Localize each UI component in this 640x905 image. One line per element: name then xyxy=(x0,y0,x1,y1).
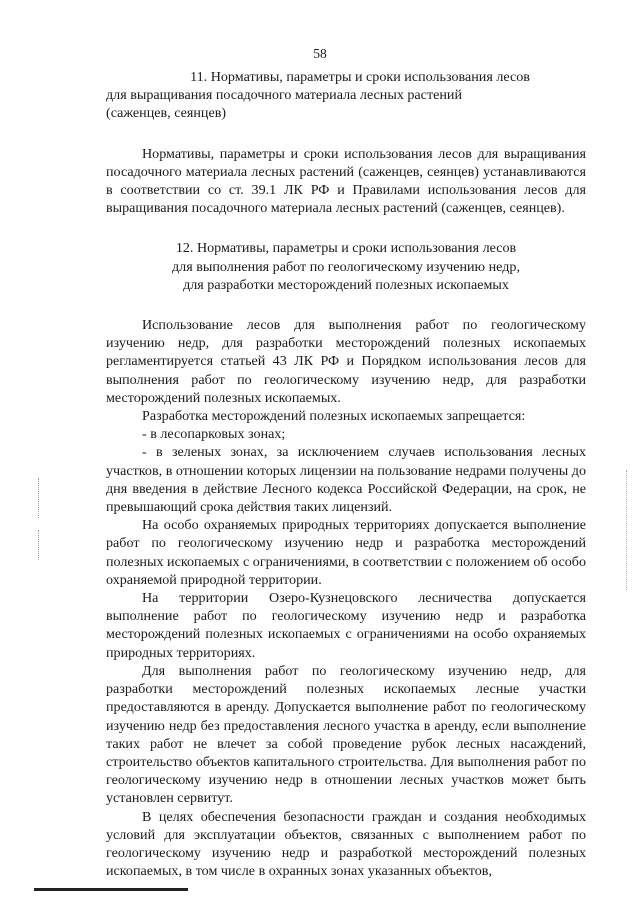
scan-margin-mark xyxy=(38,530,40,560)
list-item-green-zones: - в зеленых зонах, за исключением случаев использования лесных участков, в отношении которых лицензии на пользование недрами получены до дня введения в действие Лесного кодекса Российской Федерации, на срок, не превышающий срока действия таких лицензий. xyxy=(106,444,586,516)
footer-rule xyxy=(34,888,188,891)
section-11-heading-line: 11. Нормативы, параметры и сроки использования лесов xyxy=(190,69,530,85)
section-12-heading xyxy=(106,239,586,294)
section-12-heading-line: для выполнения работ по геологическому изучению недр, xyxy=(172,258,520,275)
section-12-heading-line: для разработки месторождений полезных ископаемых xyxy=(183,276,509,293)
paragraph-protected-areas: На особо охраняемых природных территориях допускается выполнение работ по геологическому изучению недр и разработка месторождений полезных ископаемых с ограничениями, в соответствии с положением об особо охраняемой природной территории. xyxy=(106,517,586,588)
scan-margin-mark xyxy=(38,478,40,518)
section-12-heading-line: 12. Нормативы, параметры и сроки использования лесов xyxy=(175,240,517,257)
section-11-heading-line: для выращивания посадочного материала лесных растений xyxy=(106,87,462,104)
document-body xyxy=(106,68,586,880)
list-item-forest-park-zones: - в лесопарковых зонах; xyxy=(142,426,286,443)
paragraph-lease-provision: Для выполнения работ по геологическому изучению недр, для разработки месторождений полезных ископаемых лесные участки предоставляются в аренду. Допускается выполнение работ по геологическому изучению недр без предоставления лесного участка в аренду, если выполнение таких работ не влечет за собой проведение рубок лесных насаждений, строительство объектов капитального строительства. Для выполнения работ по геологическому изучению недр в отношении лесных участков может быть установлен сервитут. xyxy=(106,662,586,807)
paragraph-forestry-territory: На территории Озеро-Кузнецовского лесничества допускается выполнение работ по геологическому изучению недр и разработка месторождений полезных ископаемых с ограничениями на особо охраняемых природных территориях. xyxy=(106,590,586,661)
section-11-heading xyxy=(106,68,586,123)
paragraph-safety-conditions: В целях обеспечения безопасности граждан и создания необходимых условий для эксплуатации объектов, связанных с выполнением работ по геологическому изучению недр и разработкой месторождений полезных ископаемых, в том числе в охранных зонах указанных объектов, xyxy=(106,808,586,880)
paragraph-usage-regulation: Использование лесов для выполнения работ по геологическому изучению недр, для разработки месторождений полезных ископаемых регламентируется статьей 43 ЛК РФ и Порядком использования лесов для выполнения работ по геологическому изучению недр, для разработки месторождений полезных ископаемых. xyxy=(106,317,586,406)
section-11-paragraph: Нормативы, параметры и сроки использования лесов для выращивания посадочного материала лесных растений (саженцев, сеянцев) устанавливаются в соответствии со ст. 39.1 ЛК РФ и Правилами использования лесов для выращивания посадочного материала лесных растений (саженцев, сеянцев). xyxy=(106,145,586,217)
paragraph-prohibition-intro: Разработка месторождений полезных ископаемых запрещается: xyxy=(142,408,526,425)
scan-edge-mark xyxy=(626,470,628,590)
page-number: 58 xyxy=(313,46,327,61)
section-11-heading-line: (саженцев, сеянцев) xyxy=(106,105,227,122)
